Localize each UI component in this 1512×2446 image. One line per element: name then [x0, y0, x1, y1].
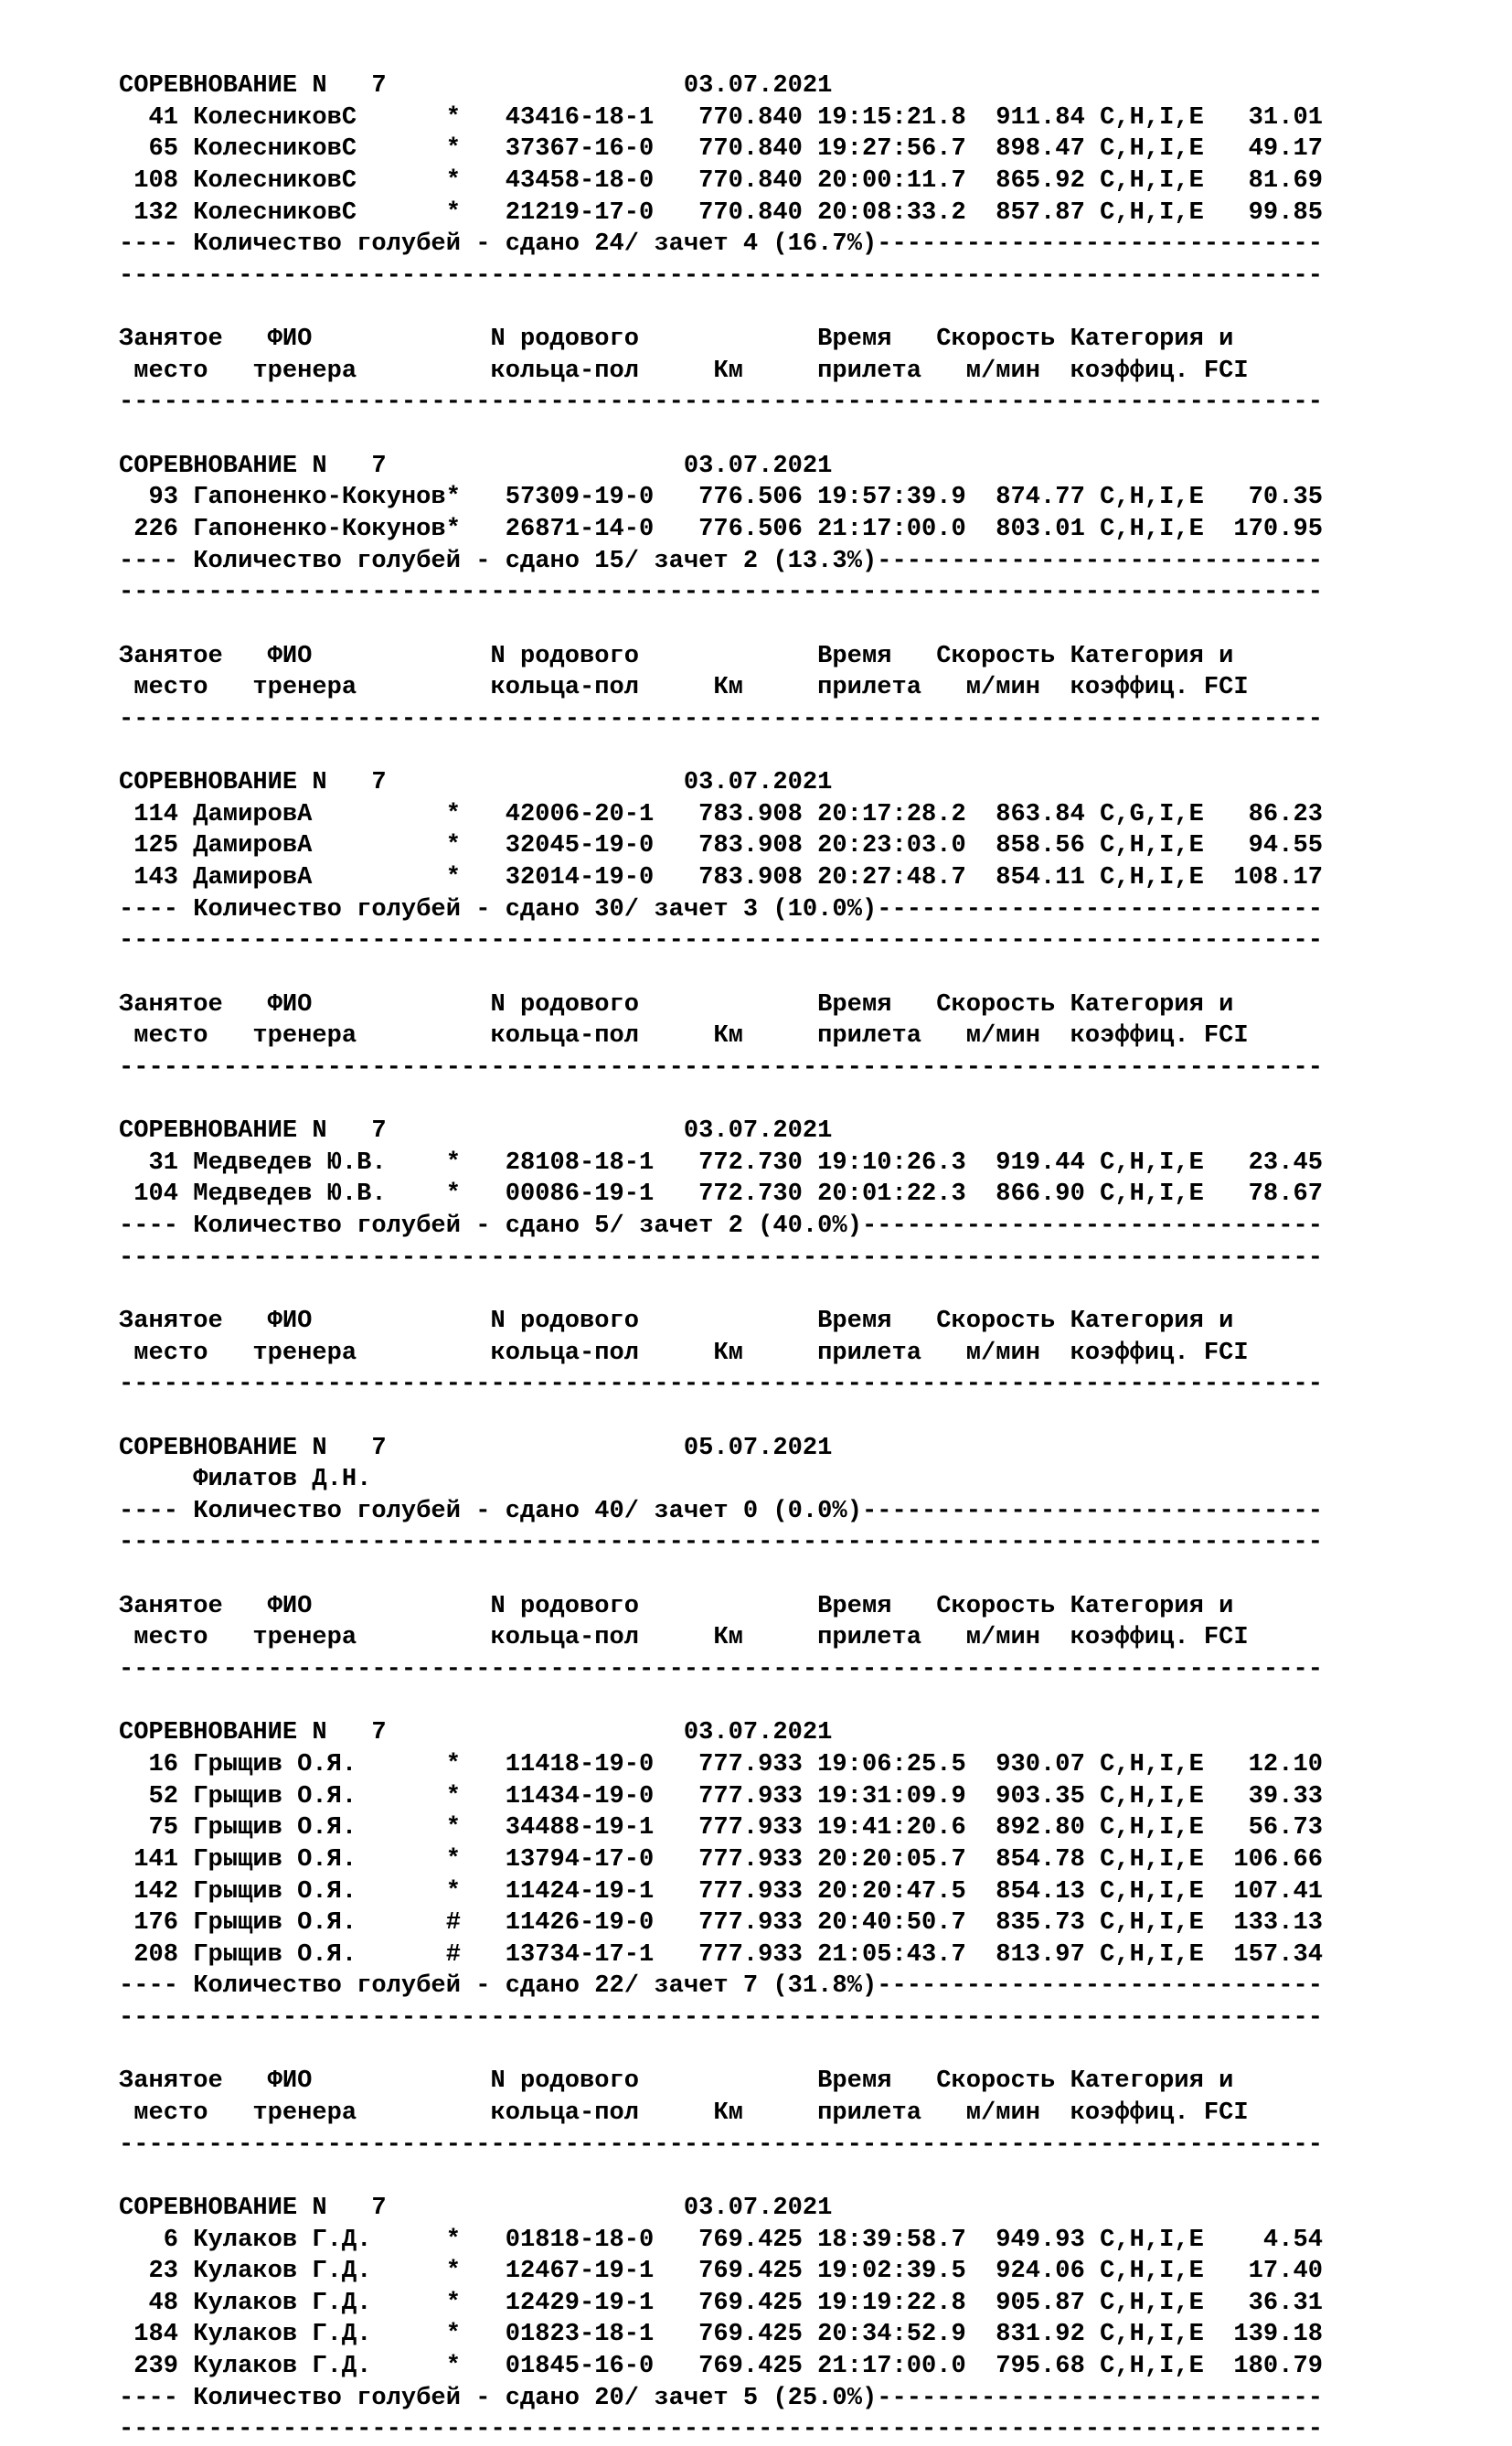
spacer — [119, 1401, 1323, 1433]
column-header: место тренера кольца-пол Км прилета м/мин коэффиц. FCI — [119, 1623, 1249, 1652]
summary-prefix: ---- Количество голубей - — [119, 546, 506, 575]
summary-counts: сдано 40/ зачет 0 (0.0%) — [505, 1496, 862, 1525]
column-header: Занятое ФИО N родового Время Скорость Категория и — [119, 989, 1234, 1019]
divider: --------------------------------------------------------------------------------- — [119, 578, 1323, 607]
column-header: место тренера кольца-пол Км прилета м/мин коэффиц. FCI — [119, 1021, 1249, 1051]
spacer — [119, 2161, 1323, 2193]
summary-counts: сдано 5/ зачет 2 (40.0%) — [505, 1212, 862, 1241]
section-summary — [119, 546, 1323, 578]
result-row: Филатов Д.Н. — [119, 1465, 372, 1494]
spacer — [119, 2035, 1323, 2067]
divider: --------------------------------------------------------------------------------- — [119, 2003, 1323, 2033]
result-row: 93 Гапоненко-Кокунов* 57309-19-0 776.506 19:57:39.9 874.77 C,H,I,E 70.35 — [119, 483, 1323, 512]
section-title: СОРЕВНОВАНИЕ N 7 03.07.2021 — [119, 768, 833, 797]
divider: --------------------------------------------------------------------------------- — [119, 2415, 1323, 2444]
result-row: 125 ДамировА * 32045-19-0 783.908 20:23:03.0 858.56 C,H,I,E 94.55 — [119, 831, 1323, 860]
result-row: 142 Грыщив О.Я. * 11424-19-1 777.933 20:20:47.5 854.13 C,H,I,E 107.41 — [119, 1876, 1323, 1906]
spacer — [119, 735, 1323, 767]
result-row: 141 Грыщив О.Я. * 13794-17-0 777.933 20:20:05.7 854.78 C,H,I,E 106.66 — [119, 1844, 1323, 1874]
result-row: 75 Грыщив О.Я. * 34488-19-1 777.933 19:41:20.6 892.80 C,H,I,E 56.73 — [119, 1813, 1323, 1843]
summary-prefix: ---- Количество голубей - — [119, 1212, 506, 1241]
section-title: СОРЕВНОВАНИЕ N 7 03.07.2021 — [119, 71, 833, 100]
summary-rule: ------------------------------ — [877, 230, 1323, 259]
column-header: место тренера кольца-пол Км прилета м/мин коэффиц. FCI — [119, 1338, 1249, 1367]
summary-prefix: ---- Количество голубей - — [119, 230, 506, 259]
section-title: СОРЕВНОВАНИЕ N 7 03.07.2021 — [119, 1718, 833, 1747]
section-summary — [119, 229, 1323, 261]
column-header: место тренера кольца-пол Км прилета м/мин коэффиц. FCI — [119, 2099, 1249, 2127]
summary-rule: ------------------------------ — [877, 1971, 1323, 2001]
section-summary — [119, 1496, 1323, 1528]
divider: --------------------------------------------------------------------------------- — [119, 926, 1323, 956]
result-row: 239 Кулаков Г.Д. * 01845-16-0 769.425 21:17:00.0 795.68 C,H,I,E 180.79 — [119, 2352, 1323, 2381]
summary-counts: сдано 15/ зачет 2 (13.3%) — [505, 546, 878, 575]
summary-prefix: ---- Количество голубей - — [119, 894, 506, 924]
result-row: 41 КолесниковС * 43416-18-1 770.840 19:15:21.8 911.84 C,H,I,E 31.01 — [119, 102, 1323, 132]
result-row: 6 Кулаков Г.Д. * 01818-18-0 769.425 18:39:58.7 949.93 C,H,I,E 4.54 — [119, 2225, 1323, 2254]
result-row: 176 Грыщив О.Я. # 11426-19-0 777.933 20:40:50.7 835.73 C,H,I,E 133.13 — [119, 1908, 1323, 1938]
section-title: СОРЕВНОВАНИЕ N 7 03.07.2021 — [119, 451, 833, 480]
summary-counts: сдано 22/ зачет 7 (31.8%) — [505, 1971, 878, 2001]
result-row: 23 Кулаков Г.Д. * 12467-19-1 769.425 19:02:39.5 924.06 C,H,I,E 17.40 — [119, 2257, 1323, 2286]
spacer — [119, 292, 1323, 324]
spacer — [119, 419, 1323, 451]
divider: --------------------------------------------------------------------------------- — [119, 704, 1323, 733]
divider: --------------------------------------------------------------------------------- — [119, 1528, 1323, 1557]
column-header: Занятое ФИО N родового Время Скорость Категория и — [119, 325, 1234, 354]
section-summary — [119, 1971, 1323, 2003]
summary-rule: ------------------------------ — [877, 2383, 1323, 2412]
result-row: 65 КолесниковС * 37367-16-0 770.840 19:27:56.7 898.47 C,H,I,E 49.17 — [119, 134, 1323, 164]
result-row: 31 Медведев Ю.В. * 28108-18-1 772.730 19:10:26.3 919.44 C,H,I,E 23.45 — [119, 1148, 1323, 1177]
section-title: СОРЕВНОВАНИЕ N 7 05.07.2021 — [119, 1433, 833, 1462]
summary-counts: сдано 24/ зачет 4 (16.7%) — [505, 230, 878, 259]
summary-rule: ------------------------------- — [861, 1212, 1323, 1241]
result-row: 184 Кулаков Г.Д. * 01823-18-1 769.425 20:34:52.9 831.92 C,H,I,E 139.18 — [119, 2320, 1323, 2349]
spacer — [119, 609, 1323, 641]
summary-prefix: ---- Количество голубей - — [119, 1971, 506, 2001]
spacer — [119, 957, 1323, 989]
result-row: 226 Гапоненко-Кокунов* 26871-14-0 776.506 21:17:00.0 803.01 C,H,I,E 170.95 — [119, 514, 1323, 543]
spacer — [119, 1084, 1323, 1116]
result-row: 143 ДамировА * 32014-19-0 783.908 20:27:48.7 854.11 C,H,I,E 108.17 — [119, 863, 1323, 892]
column-header: Занятое ФИО N родового Время Скорость Категория и — [119, 2067, 1234, 2096]
spacer — [119, 1274, 1323, 1306]
divider: --------------------------------------------------------------------------------- — [119, 1655, 1323, 1684]
section-summary — [119, 894, 1323, 926]
result-row: 132 КолесниковС * 21219-17-0 770.840 20:08:33.2 857.87 C,H,I,E 99.85 — [119, 198, 1323, 227]
summary-rule: ------------------------------- — [861, 1496, 1323, 1525]
divider: --------------------------------------------------------------------------------- — [119, 261, 1323, 290]
summary-prefix: ---- Количество голубей - — [119, 1496, 506, 1525]
divider: --------------------------------------------------------------------------------- — [119, 388, 1323, 417]
results-document — [119, 70, 1323, 2446]
result-row: 208 Грыщив О.Я. # 13734-17-1 777.933 21:05:43.7 813.97 C,H,I,E 157.34 — [119, 1939, 1323, 1969]
section-summary — [119, 1211, 1323, 1243]
result-row: 48 Кулаков Г.Д. * 12429-19-1 769.425 19:19:22.8 905.87 C,H,I,E 36.31 — [119, 2288, 1323, 2317]
section-summary — [119, 2383, 1323, 2415]
summary-counts: сдано 20/ зачет 5 (25.0%) — [505, 2383, 878, 2412]
divider: --------------------------------------------------------------------------------- — [119, 2130, 1323, 2159]
column-header: Занятое ФИО N родового Время Скорость Категория и — [119, 1306, 1234, 1335]
result-row: 114 ДамировА * 42006-20-1 783.908 20:17:28.2 863.84 C,G,I,E 86.23 — [119, 799, 1323, 828]
spacer — [119, 1559, 1323, 1591]
result-row: 104 Медведев Ю.В. * 00086-19-1 772.730 20:01:22.3 866.90 C,H,I,E 78.67 — [119, 1180, 1323, 1209]
summary-counts: сдано 30/ зачет 3 (10.0%) — [505, 894, 878, 924]
divider: --------------------------------------------------------------------------------- — [119, 1243, 1323, 1272]
result-row: 108 КолесниковС * 43458-18-0 770.840 20:00:11.7 865.92 C,H,I,E 81.69 — [119, 166, 1323, 195]
column-header: место тренера кольца-пол Км прилета м/мин коэффиц. FCI — [119, 673, 1249, 702]
result-row: 52 Грыщив О.Я. * 11434-19-0 777.933 19:31:09.9 903.35 C,H,I,E 39.33 — [119, 1781, 1323, 1810]
section-title: СОРЕВНОВАНИЕ N 7 03.07.2021 — [119, 2193, 833, 2222]
column-header: Занятое ФИО N родового Время Скорость Категория и — [119, 641, 1234, 670]
column-header: Занятое ФИО N родового Время Скорость Категория и — [119, 1591, 1234, 1620]
divider: --------------------------------------------------------------------------------- — [119, 1370, 1323, 1399]
result-row: 16 Грыщив О.Я. * 11418-19-0 777.933 19:06:25.5 930.07 C,H,I,E 12.10 — [119, 1749, 1323, 1778]
summary-rule: ------------------------------ — [877, 894, 1323, 924]
spacer — [119, 1686, 1323, 1718]
summary-prefix: ---- Количество голубей - — [119, 2383, 506, 2412]
divider: --------------------------------------------------------------------------------- — [119, 1052, 1323, 1082]
column-header: место тренера кольца-пол Км прилета м/мин коэффиц. FCI — [119, 356, 1249, 385]
section-title: СОРЕВНОВАНИЕ N 7 03.07.2021 — [119, 1116, 833, 1146]
summary-rule: ------------------------------ — [877, 546, 1323, 575]
